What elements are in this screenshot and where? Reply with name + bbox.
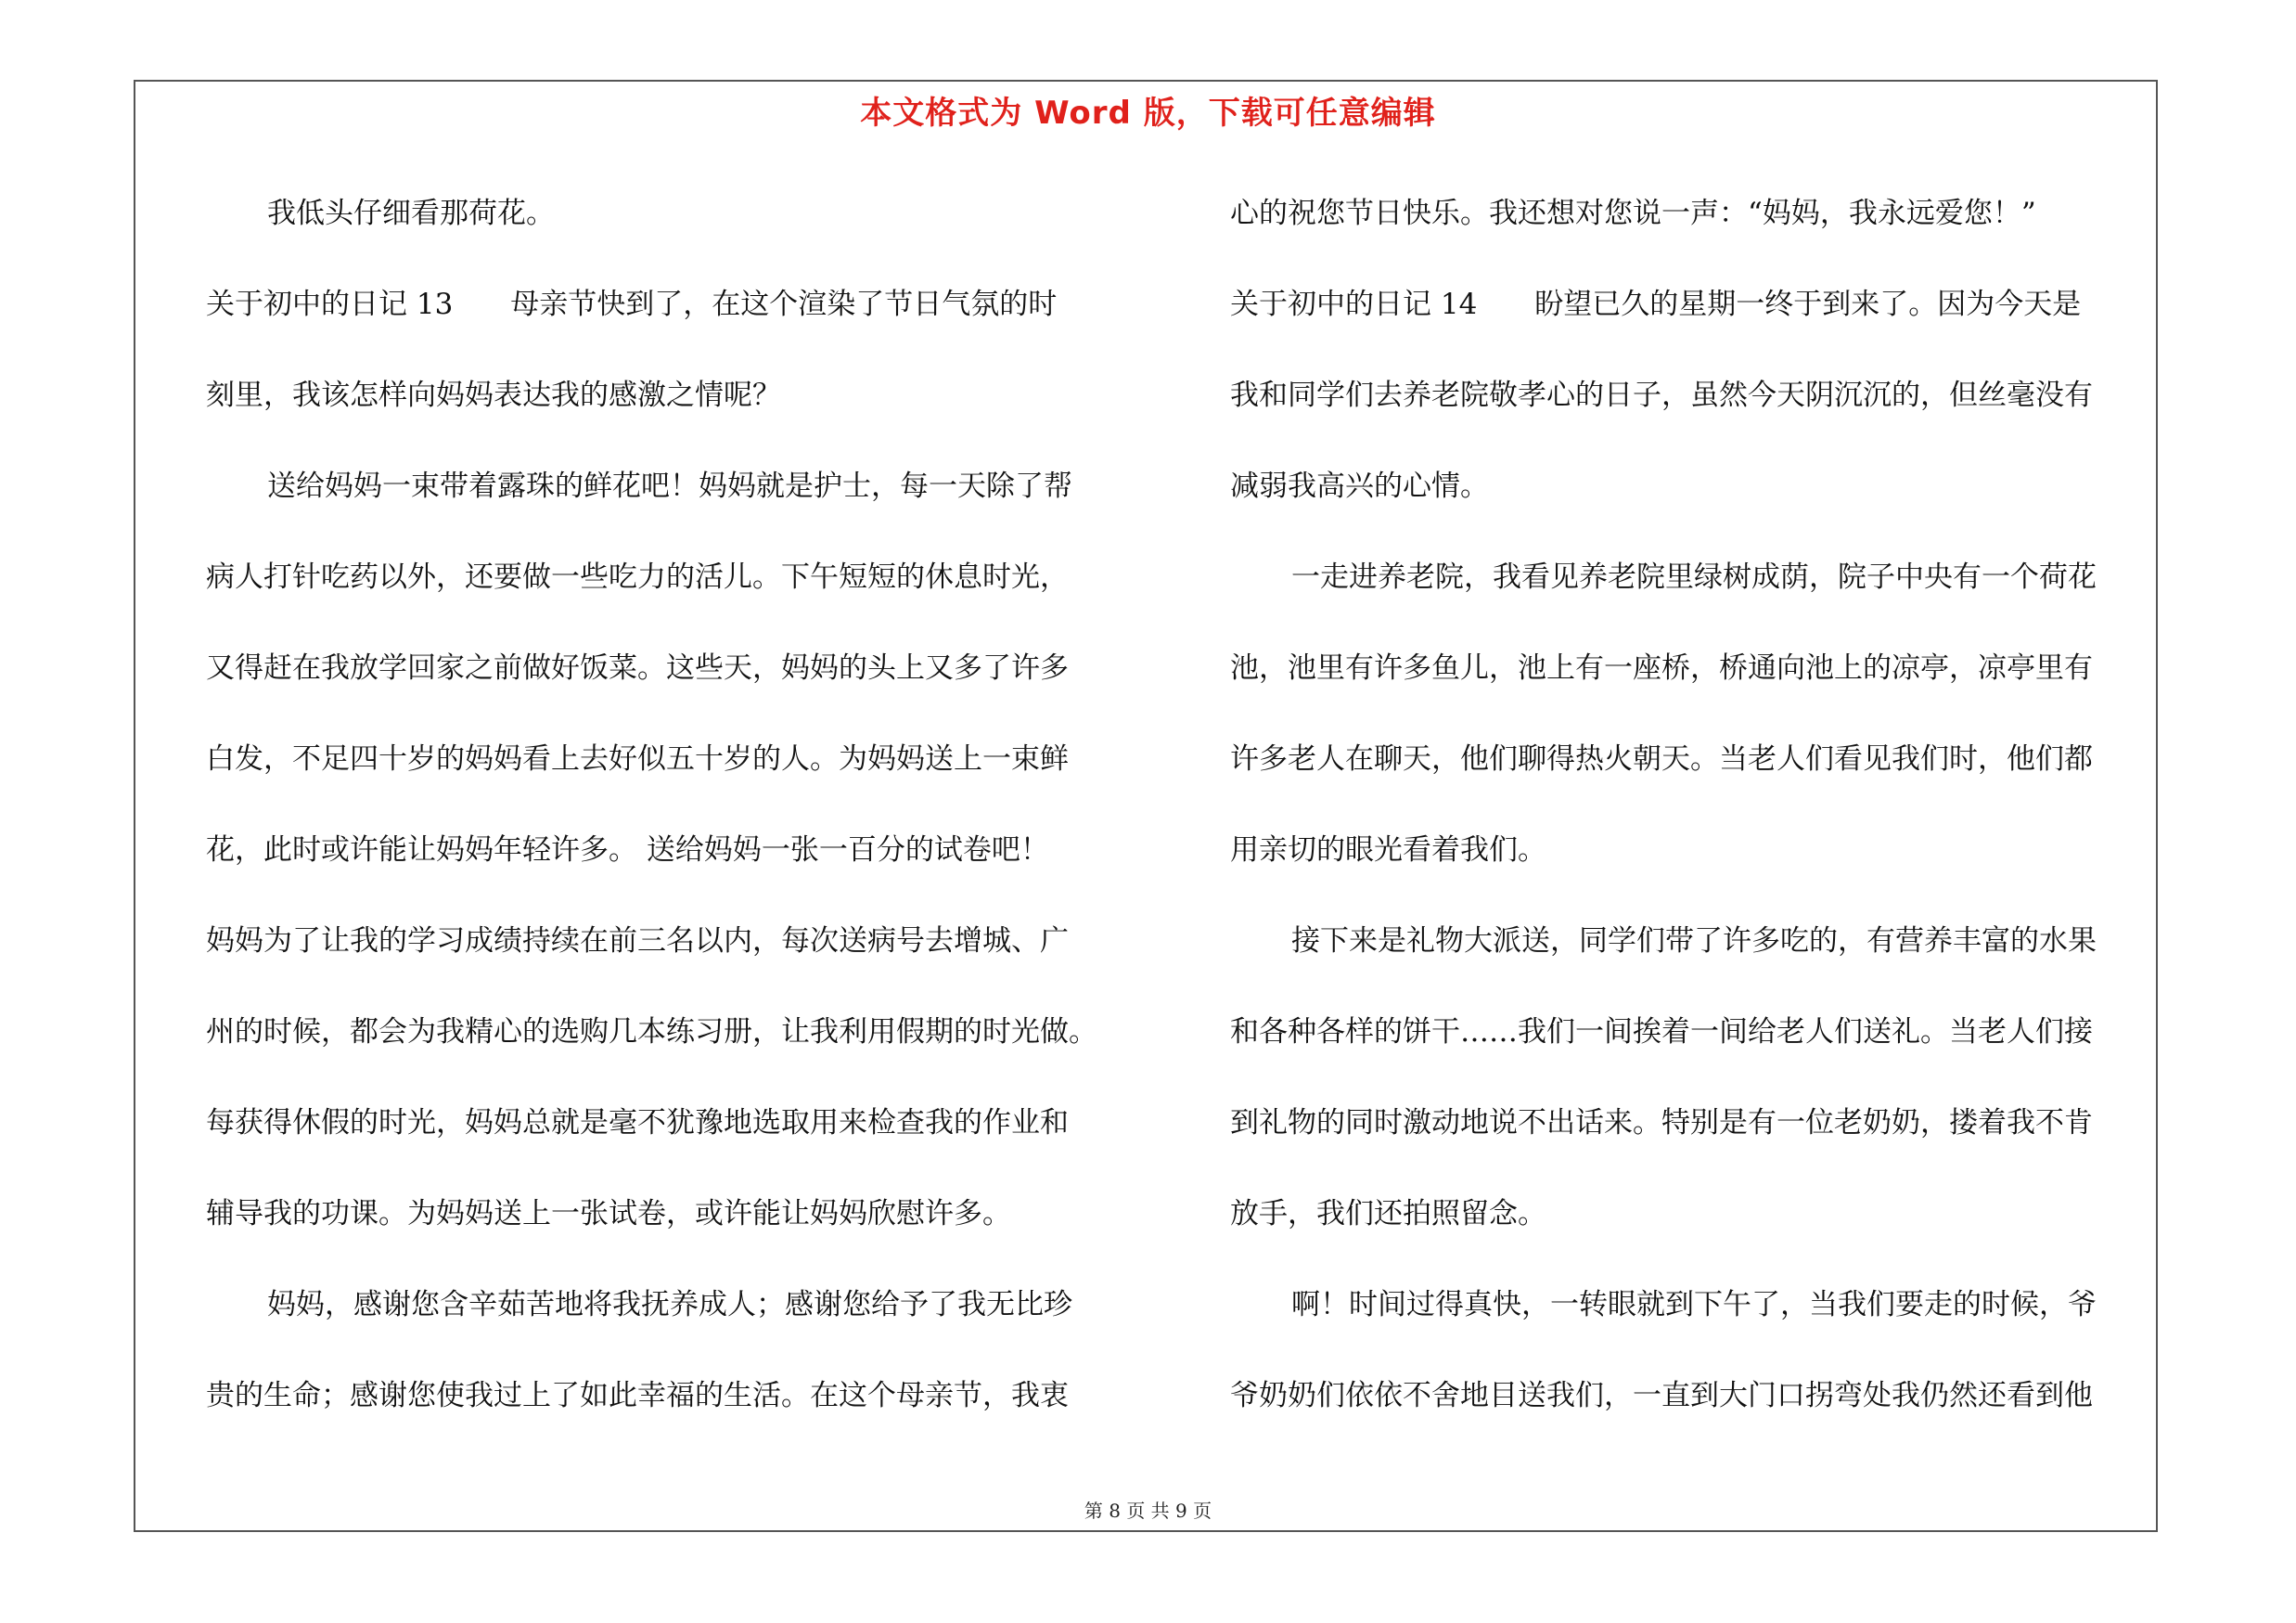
text-line: 到礼物的同时激动地说不出话来。特别是有一位老奶奶，搂着我不肯: [1230, 1106, 2093, 1140]
text-line: 一走进养老院，我看见养老院里绿树成荫，院子中央有一个荷花: [1291, 560, 2097, 594]
text-line: 减弱我高兴的心情。: [1230, 470, 1489, 503]
text-line: 病人打针吃药以外，还要做一些吃力的活儿。下午短短的休息时光，: [206, 560, 1069, 594]
format-banner: 本文格式为 Word 版，下载可任意编辑: [860, 95, 1436, 132]
text-line: 妈妈，感谢您含辛茹苦地将我抚养成人；感谢您给予了我无比珍: [267, 1288, 1072, 1321]
text-line: 辅导我的功课。为妈妈送上一张试卷，或许能让妈妈欣慰许多。: [206, 1197, 1011, 1230]
page-number-footer: 第 8 页 共 9 页: [1084, 1500, 1212, 1522]
text-line: 啊！时间过得真快，一转眼就到下午了，当我们要走的时候，爷: [1291, 1288, 2097, 1321]
text-line: 州的时候，都会为我精心的选购几本练习册，让我利用假期的时光做。: [206, 1015, 1097, 1049]
text-line: 贵的生命；感谢您使我过上了如此幸福的生活。在这个母亲节，我衷: [206, 1379, 1069, 1412]
left-column: [206, 193, 1161, 1466]
text-line: 爷奶奶们依依不舍地目送我们，一直到大门口拐弯处我仍然还看到他: [1230, 1379, 2093, 1412]
text-line: 许多老人在聊天，他们聊得热火朝天。当老人们看见我们时，他们都: [1230, 742, 2093, 776]
text-line: 白发，不足四十岁的妈妈看上去好似五十岁的人。为妈妈送上一束鲜: [206, 742, 1069, 776]
text-line: 关于初中的日记 13 母亲节快到了，在这个渲染了节日气氛的时: [206, 288, 1058, 321]
text-line: 我低头仔细看那荷花。: [267, 197, 555, 230]
text-line: 我和同学们去养老院敬孝心的日子，虽然今天阴沉沉的，但丝毫没有: [1230, 379, 2093, 412]
text-line: 妈妈为了让我的学习成绩持续在前三名以内，每次送病号去增城、广: [206, 924, 1069, 958]
text-line: 刻里，我该怎样向妈妈表达我的感激之情呢？: [206, 379, 781, 412]
text-line: 和各种各样的饼干……我们一间挨着一间给老人们送礼。当老人们接: [1230, 1015, 2093, 1049]
text-line: 用亲切的眼光看着我们。: [1230, 833, 1546, 867]
text-line: 又得赶在我放学回家之前做好饭菜。这些天，妈妈的头上又多了许多: [206, 651, 1069, 685]
text-line: 放手，我们还拍照留念。: [1230, 1197, 1546, 1230]
text-line: 送给妈妈一束带着露珠的鲜花吧！妈妈就是护士，每一天除了帮: [267, 470, 1072, 503]
text-line: 接下来是礼物大派送，同学们带了许多吃的，有营养丰富的水果: [1291, 924, 2097, 958]
text-line: 每获得休假的时光，妈妈总就是毫不犹豫地选取用来检查我的作业和: [206, 1106, 1069, 1140]
right-column: [1230, 193, 2167, 1466]
text-line: 池，池里有许多鱼儿，池上有一座桥，桥通向池上的凉亭，凉亭里有: [1230, 651, 2093, 685]
text-line: 花，此时或许能让妈妈年轻许多。 送给妈妈一张一百分的试卷吧！: [206, 833, 1049, 867]
text-line: 关于初中的日记 14 盼望已久的星期一终于到来了。因为今天是: [1230, 288, 2082, 321]
text-line: 心的祝您节日快乐。我还想对您说一声：“妈妈，我永远爱您！”: [1230, 197, 2036, 230]
